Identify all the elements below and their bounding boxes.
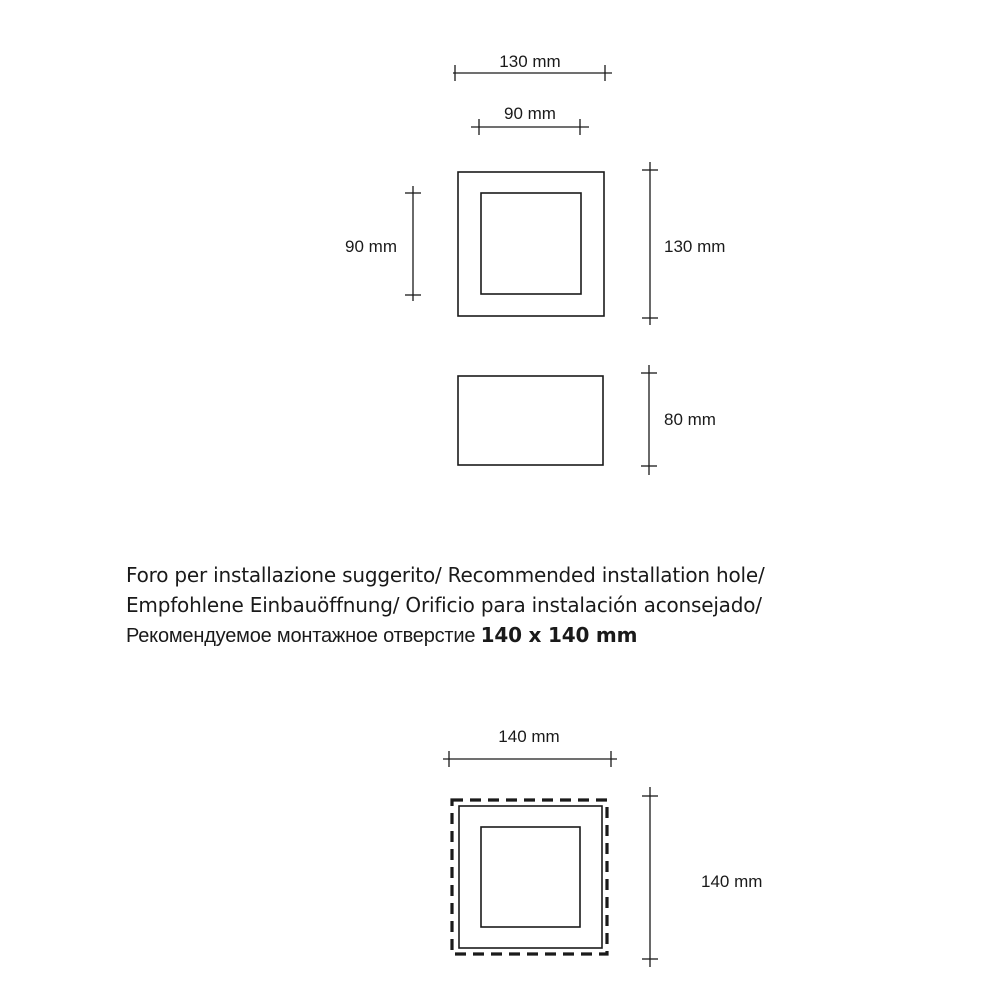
outer-width-label: 130 mm	[499, 52, 561, 71]
installation-hole-outline	[452, 800, 607, 954]
outer-width-dimension	[453, 52, 612, 81]
inner-width-dimension	[471, 104, 589, 135]
caption-line-2: Empfohlene Einbauöffnung/ Orificio para instalación aconsejado/	[126, 593, 762, 617]
inner-frame	[481, 193, 581, 294]
caption-line-1: Foro per installazione suggerito/ Recommended installation hole/	[126, 563, 765, 587]
caption-line-3	[126, 620, 986, 651]
depth-dimension	[641, 365, 716, 475]
inner-width-label: 90 mm	[504, 104, 556, 123]
side-profile	[458, 376, 603, 465]
side-view	[458, 365, 716, 475]
outer-height-dimension	[642, 162, 725, 325]
installation-caption	[126, 560, 986, 651]
caption-hole-size: 140 x 140 mm	[480, 623, 638, 647]
depth-label: 80 mm	[664, 410, 716, 429]
caption-line-3-text: Рекомендуемое монтажное отверстие	[126, 625, 481, 647]
hole-view	[443, 727, 762, 967]
hole-width-label: 140 mm	[498, 727, 560, 746]
front-view	[345, 52, 725, 325]
outer-height-label: 130 mm	[664, 237, 726, 256]
hole-height-label: 140 mm	[701, 872, 763, 891]
hole-inner-frame	[481, 827, 580, 927]
inner-height-dimension	[345, 186, 421, 301]
hole-width-dimension	[443, 727, 617, 767]
inner-height-label: 90 mm	[345, 237, 397, 256]
hole-height-dimension	[642, 787, 762, 967]
